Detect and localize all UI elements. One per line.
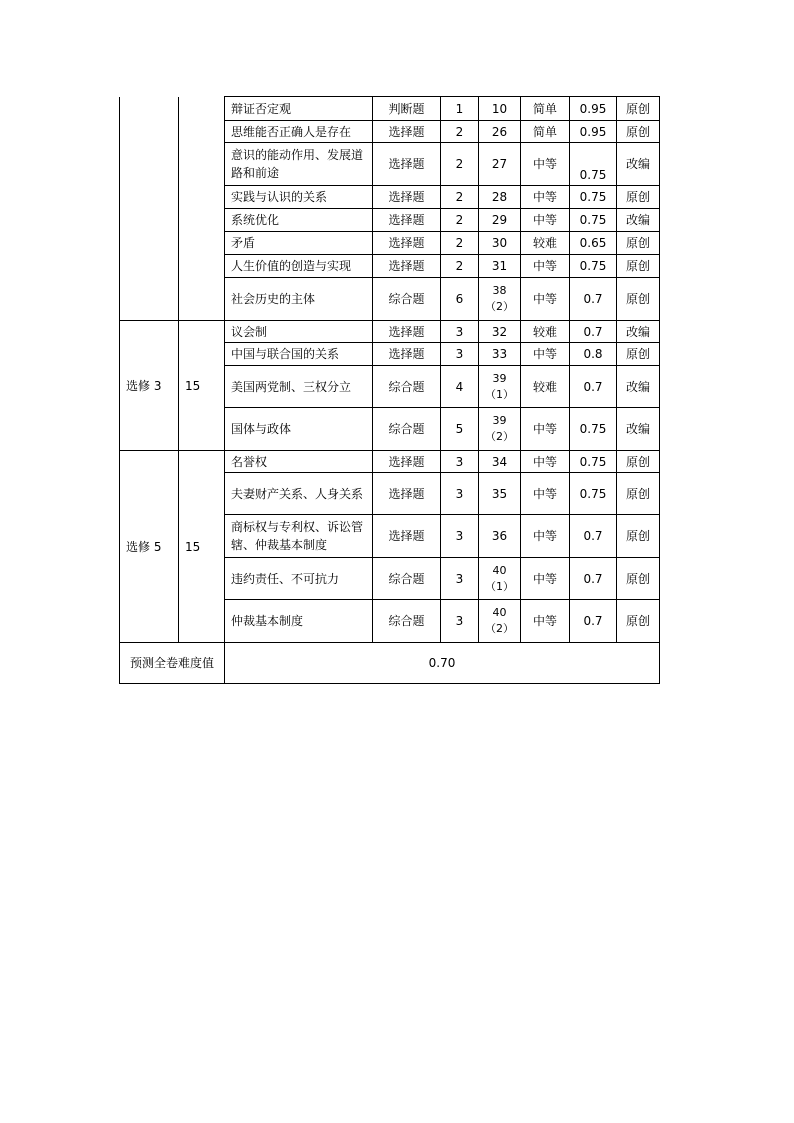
content-cell: 矛盾 bbox=[225, 232, 373, 255]
type-cell: 选择题 bbox=[373, 209, 441, 232]
source-cell: 改编 bbox=[617, 366, 660, 408]
content-cell: 议会制 bbox=[225, 321, 373, 343]
number-cell: 31 bbox=[479, 255, 521, 278]
type-cell: 综合题 bbox=[373, 408, 441, 451]
type-cell: 判断题 bbox=[373, 97, 441, 121]
type-cell: 综合题 bbox=[373, 600, 441, 643]
source-cell: 原创 bbox=[617, 278, 660, 321]
content-cell: 社会历史的主体 bbox=[225, 278, 373, 321]
source-cell: 原创 bbox=[617, 451, 660, 473]
score-cell: 3 bbox=[441, 600, 479, 643]
level-cell: 中等 bbox=[521, 558, 570, 600]
difficulty-cell: 0.8 bbox=[570, 343, 617, 366]
difficulty-cell: 0.7 bbox=[570, 558, 617, 600]
type-cell: 选择题 bbox=[373, 255, 441, 278]
number-cell: 38 （2） bbox=[479, 278, 521, 321]
number-cell: 28 bbox=[479, 186, 521, 209]
source-cell: 原创 bbox=[617, 255, 660, 278]
type-cell: 综合题 bbox=[373, 366, 441, 408]
level-cell: 中等 bbox=[521, 278, 570, 321]
score-cell: 3 bbox=[441, 558, 479, 600]
level-cell: 中等 bbox=[521, 255, 570, 278]
type-cell: 选择题 bbox=[373, 186, 441, 209]
difficulty-cell: 0.75 bbox=[570, 143, 617, 186]
level-cell: 中等 bbox=[521, 451, 570, 473]
difficulty-cell: 0.75 bbox=[570, 451, 617, 473]
module-total-cell: 15 bbox=[179, 451, 225, 643]
difficulty-cell: 0.7 bbox=[570, 366, 617, 408]
number-cell: 33 bbox=[479, 343, 521, 366]
number-cell: 26 bbox=[479, 121, 521, 143]
score-cell: 3 bbox=[441, 473, 479, 515]
table-row bbox=[120, 321, 660, 343]
number-cell: 29 bbox=[479, 209, 521, 232]
number-cell: 35 bbox=[479, 473, 521, 515]
difficulty-cell: 0.95 bbox=[570, 97, 617, 121]
score-cell: 4 bbox=[441, 366, 479, 408]
number-cell: 34 bbox=[479, 451, 521, 473]
exam-spec-table bbox=[119, 96, 660, 684]
level-cell: 中等 bbox=[521, 343, 570, 366]
type-cell: 选择题 bbox=[373, 473, 441, 515]
number-cell: 10 bbox=[479, 97, 521, 121]
score-cell: 2 bbox=[441, 143, 479, 186]
type-cell: 选择题 bbox=[373, 343, 441, 366]
content-cell: 系统优化 bbox=[225, 209, 373, 232]
level-cell: 较难 bbox=[521, 232, 570, 255]
type-cell: 选择题 bbox=[373, 515, 441, 558]
module-cell-empty bbox=[120, 97, 179, 321]
level-cell: 中等 bbox=[521, 473, 570, 515]
source-cell: 原创 bbox=[617, 121, 660, 143]
number-cell: 32 bbox=[479, 321, 521, 343]
source-cell: 改编 bbox=[617, 209, 660, 232]
level-cell: 中等 bbox=[521, 600, 570, 643]
level-cell: 较难 bbox=[521, 321, 570, 343]
number-cell: 27 bbox=[479, 143, 521, 186]
content-cell: 美国两党制、三权分立 bbox=[225, 366, 373, 408]
number-cell: 39 （2） bbox=[479, 408, 521, 451]
summary-value: 0.70 bbox=[225, 643, 660, 684]
content-cell: 意识的能动作用、发展道路和前途 bbox=[225, 143, 373, 186]
type-cell: 综合题 bbox=[373, 278, 441, 321]
module-total-cell-empty bbox=[179, 97, 225, 321]
number-cell: 39 （1） bbox=[479, 366, 521, 408]
score-cell: 2 bbox=[441, 232, 479, 255]
difficulty-cell: 0.75 bbox=[570, 473, 617, 515]
content-cell: 夫妻财产关系、人身关系 bbox=[225, 473, 373, 515]
number-cell: 40 （2） bbox=[479, 600, 521, 643]
content-cell: 辩证否定观 bbox=[225, 97, 373, 121]
module-total-cell: 15 bbox=[179, 321, 225, 451]
source-cell: 原创 bbox=[617, 232, 660, 255]
source-cell: 原创 bbox=[617, 600, 660, 643]
source-cell: 原创 bbox=[617, 343, 660, 366]
content-cell: 商标权与专利权、诉讼管辖、仲裁基本制度 bbox=[225, 515, 373, 558]
score-cell: 6 bbox=[441, 278, 479, 321]
type-cell: 综合题 bbox=[373, 558, 441, 600]
level-cell: 中等 bbox=[521, 515, 570, 558]
level-cell: 简单 bbox=[521, 121, 570, 143]
number-cell: 36 bbox=[479, 515, 521, 558]
difficulty-cell: 0.7 bbox=[570, 278, 617, 321]
content-cell: 思维能否正确人是存在 bbox=[225, 121, 373, 143]
difficulty-cell: 0.65 bbox=[570, 232, 617, 255]
type-cell: 选择题 bbox=[373, 121, 441, 143]
number-cell: 30 bbox=[479, 232, 521, 255]
source-cell: 原创 bbox=[617, 558, 660, 600]
level-cell: 较难 bbox=[521, 366, 570, 408]
score-cell: 3 bbox=[441, 451, 479, 473]
score-cell: 5 bbox=[441, 408, 479, 451]
summary-row bbox=[120, 643, 660, 684]
score-cell: 2 bbox=[441, 186, 479, 209]
level-cell: 简单 bbox=[521, 97, 570, 121]
content-cell: 名誉权 bbox=[225, 451, 373, 473]
number-cell: 40 （1） bbox=[479, 558, 521, 600]
source-cell: 原创 bbox=[617, 515, 660, 558]
type-cell: 选择题 bbox=[373, 143, 441, 186]
table-row bbox=[120, 97, 660, 121]
content-cell: 中国与联合国的关系 bbox=[225, 343, 373, 366]
content-cell: 国体与政体 bbox=[225, 408, 373, 451]
source-cell: 改编 bbox=[617, 321, 660, 343]
source-cell: 改编 bbox=[617, 408, 660, 451]
level-cell: 中等 bbox=[521, 408, 570, 451]
score-cell: 2 bbox=[441, 121, 479, 143]
type-cell: 选择题 bbox=[373, 321, 441, 343]
level-cell: 中等 bbox=[521, 143, 570, 186]
level-cell: 中等 bbox=[521, 209, 570, 232]
level-cell: 中等 bbox=[521, 186, 570, 209]
source-cell: 原创 bbox=[617, 97, 660, 121]
score-cell: 2 bbox=[441, 255, 479, 278]
content-cell: 人生价值的创造与实现 bbox=[225, 255, 373, 278]
score-cell: 3 bbox=[441, 515, 479, 558]
score-cell: 1 bbox=[441, 97, 479, 121]
source-cell: 原创 bbox=[617, 473, 660, 515]
score-cell: 3 bbox=[441, 343, 479, 366]
difficulty-cell: 0.7 bbox=[570, 515, 617, 558]
difficulty-cell: 0.7 bbox=[570, 600, 617, 643]
difficulty-cell: 0.7 bbox=[570, 321, 617, 343]
difficulty-cell: 0.75 bbox=[570, 255, 617, 278]
difficulty-cell: 0.75 bbox=[570, 186, 617, 209]
type-cell: 选择题 bbox=[373, 232, 441, 255]
summary-label: 预测全卷难度值 bbox=[120, 643, 225, 684]
score-cell: 3 bbox=[441, 321, 479, 343]
score-cell: 2 bbox=[441, 209, 479, 232]
source-cell: 改编 bbox=[617, 143, 660, 186]
type-cell: 选择题 bbox=[373, 451, 441, 473]
module-name-cell: 选修 5 bbox=[120, 451, 179, 643]
table-row bbox=[120, 451, 660, 473]
module-name-cell: 选修 3 bbox=[120, 321, 179, 451]
difficulty-cell: 0.75 bbox=[570, 408, 617, 451]
difficulty-cell: 0.95 bbox=[570, 121, 617, 143]
source-cell: 原创 bbox=[617, 186, 660, 209]
content-cell: 违约责任、不可抗力 bbox=[225, 558, 373, 600]
difficulty-cell: 0.75 bbox=[570, 209, 617, 232]
content-cell: 实践与认识的关系 bbox=[225, 186, 373, 209]
content-cell: 仲裁基本制度 bbox=[225, 600, 373, 643]
